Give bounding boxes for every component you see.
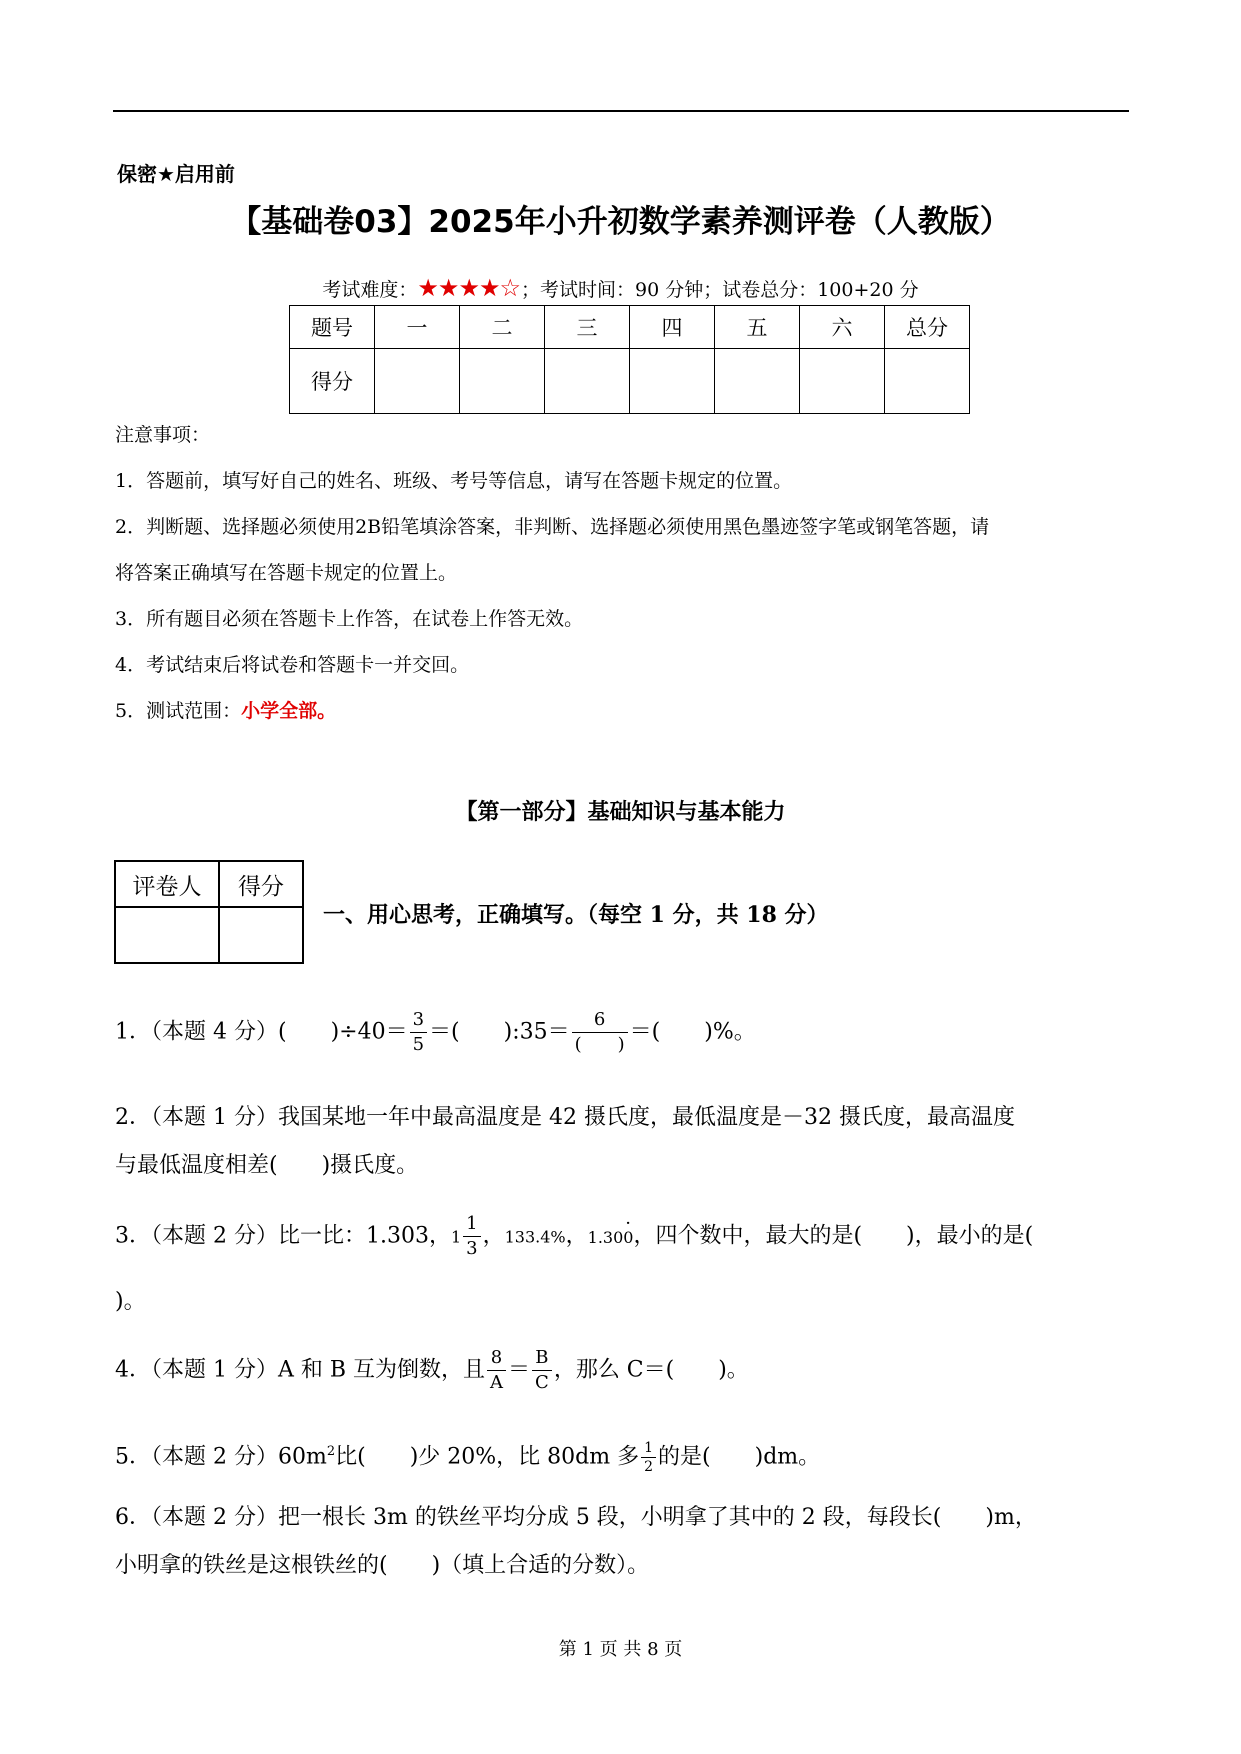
score-cell (715, 349, 800, 414)
q2-line-1: 2．（本题 1 分）我国某地一年中最高温度是 42 摄氏度，最低温度是－32 摄氏度，最高温度 (115, 1105, 1015, 1130)
q1-fraction-1 (410, 1008, 427, 1057)
q4-f1-numerator: 8 (487, 1346, 506, 1371)
q1-prefix: 1．（本题 4 分）( )÷40＝ (115, 1019, 408, 1045)
note-item-prefix: 5．测试范围： (115, 700, 242, 722)
note-item: 3．所有题目必须在答题卡上作答，在试卷上作答无效。 (115, 608, 584, 630)
test-scope-highlight: 小学全部。 (241, 700, 337, 722)
q5-prefix: 5．（本题 2 分）60m (115, 1444, 327, 1470)
q1-suffix: ＝( )%。 (629, 1019, 756, 1045)
score-header-cell: 三 (545, 306, 630, 349)
q3-mixed-fraction (463, 1212, 480, 1261)
difficulty-label: 考试难度： (322, 279, 418, 301)
score-header-cell: 总分 (885, 306, 970, 349)
q3-mixed-denominator: 3 (466, 1238, 478, 1259)
q5-fraction (641, 1439, 656, 1476)
notes-heading: 注意事项： (115, 424, 211, 446)
q4-f1-denominator: A (490, 1372, 504, 1393)
q1-f1-denominator: 5 (412, 1034, 425, 1055)
q4-fraction-1 (487, 1346, 506, 1395)
note-item: 将答案正确填写在答题卡规定的位置上。 (115, 562, 458, 584)
q5-suffix: 的是( )dm。 (658, 1444, 821, 1470)
q6-line-1: 6．（本题 2 分）把一根长 3m 的铁丝平均分成 5 段，小明拿了其中的 2 段，每段长( )m， (115, 1505, 1037, 1530)
score-header-cell: 四 (630, 306, 715, 349)
q1-mid: ＝( ):35＝ (429, 1019, 570, 1045)
page-title: 【基础卷03】2025年小升初数学素养测评卷（人教版） (230, 204, 1011, 240)
question-6 (115, 1494, 1125, 1590)
q3-suffix: ，四个数中，最大的是( )，最小的是( (633, 1223, 1034, 1249)
q3-repeating-decimal (587, 1212, 634, 1247)
score-cell (630, 349, 715, 414)
q3-prefix: 3．（本题 2 分）比一比：1.303， (115, 1223, 451, 1249)
score-cell (885, 349, 970, 414)
grader-cell (115, 907, 219, 963)
repeating-dot: · (625, 1212, 632, 1234)
score-table (289, 305, 970, 414)
q3-percent: 133.4% (504, 1227, 566, 1247)
q4-f2-denominator: C (535, 1372, 549, 1393)
q3-sep-2: ， (565, 1223, 588, 1249)
note-item: 1．答题前，填写好自己的姓名、班级、考号等信息，请写在答题卡规定的位置。 (115, 470, 793, 492)
q3-sep-1: ， (482, 1223, 505, 1249)
q5-denominator: 2 (644, 1458, 654, 1475)
score-cell (375, 349, 460, 414)
q3-repeating-body: 1.30 (587, 1227, 624, 1247)
difficulty-star-empty: ☆ (499, 274, 521, 302)
q3-mixed-numerator: 1 (463, 1212, 480, 1237)
q1-f1-numerator: 3 (410, 1008, 427, 1033)
q1-f2-numerator: 6 (572, 1008, 628, 1033)
grader-table (114, 860, 304, 964)
question-5 (115, 1428, 1125, 1481)
score-header-cell: 五 (715, 306, 800, 349)
q4-f2-numerator: B (532, 1346, 552, 1371)
q5-mid: 比( )少 20%，比 80dm 多 (335, 1444, 640, 1470)
q2-line-2: 与最低温度相差( )摄氏度。 (115, 1153, 419, 1178)
score-header-cell: 二 (460, 306, 545, 349)
score-header-cell: 题号 (290, 306, 375, 349)
question-3 (115, 1212, 1125, 1326)
q3-line-2: )。 (115, 1288, 146, 1314)
note-item (115, 696, 1125, 726)
part-title: 【第一部分】基础知识与基本能力 (455, 800, 786, 825)
question-1 (115, 1008, 1125, 1057)
note-item: 2．判断题、选择题必须使用2B铅笔填涂答案，非判断、选择题必须使用黑色墨迹签字笔或钢笔答题，请 (115, 516, 990, 538)
score-header-cell: 六 (800, 306, 885, 349)
q5-numerator: 1 (641, 1439, 656, 1458)
section-title: 一、用心思考，正确填写。（每空 1 分，共 18 分） (323, 902, 829, 928)
grader-header-reviewer: 评卷人 (115, 861, 219, 907)
difficulty-stars-filled: ★★★★ (417, 274, 500, 302)
q3-repeating-last: 0 · (623, 1214, 633, 1262)
page-footer: 第 1 页 共 8 页 (558, 1639, 683, 1660)
exam-time-and-score: ；考试时间：90 分钟；试卷总分：100+20 分 (520, 279, 919, 301)
note-item: 4．考试结束后将试卷和答题卡一并交回。 (115, 654, 470, 676)
q4-suffix: ，那么 C＝( )。 (553, 1357, 749, 1383)
exam-notes (115, 420, 1125, 726)
grader-header-score: 得分 (219, 861, 303, 907)
score-cell (460, 349, 545, 414)
confidential-label: 保密★启用前 (117, 162, 235, 186)
q5-superscript: 2 (326, 1444, 336, 1459)
q4-prefix: 4．（本题 1 分）A 和 B 互为倒数，且 (115, 1357, 486, 1383)
q1-fraction-2 (572, 1008, 628, 1057)
q6-line-2: 小明拿的铁丝是这根铁丝的( )（填上合适的分数）。 (115, 1553, 650, 1578)
q4-equals: ＝ (508, 1357, 531, 1383)
score-cell (545, 349, 630, 414)
q3-mixed-whole: 1 (450, 1227, 462, 1247)
score-header-cell: 一 (375, 306, 460, 349)
score-cell (800, 349, 885, 414)
q1-f2-denominator: ( ) (574, 1034, 625, 1055)
score-row-label: 得分 (290, 349, 375, 414)
question-2 (115, 1094, 1125, 1190)
header-rule (113, 110, 1129, 112)
exam-info (0, 274, 1241, 302)
grader-cell (219, 907, 303, 963)
question-4 (115, 1346, 1125, 1395)
q4-fraction-2 (532, 1346, 552, 1395)
